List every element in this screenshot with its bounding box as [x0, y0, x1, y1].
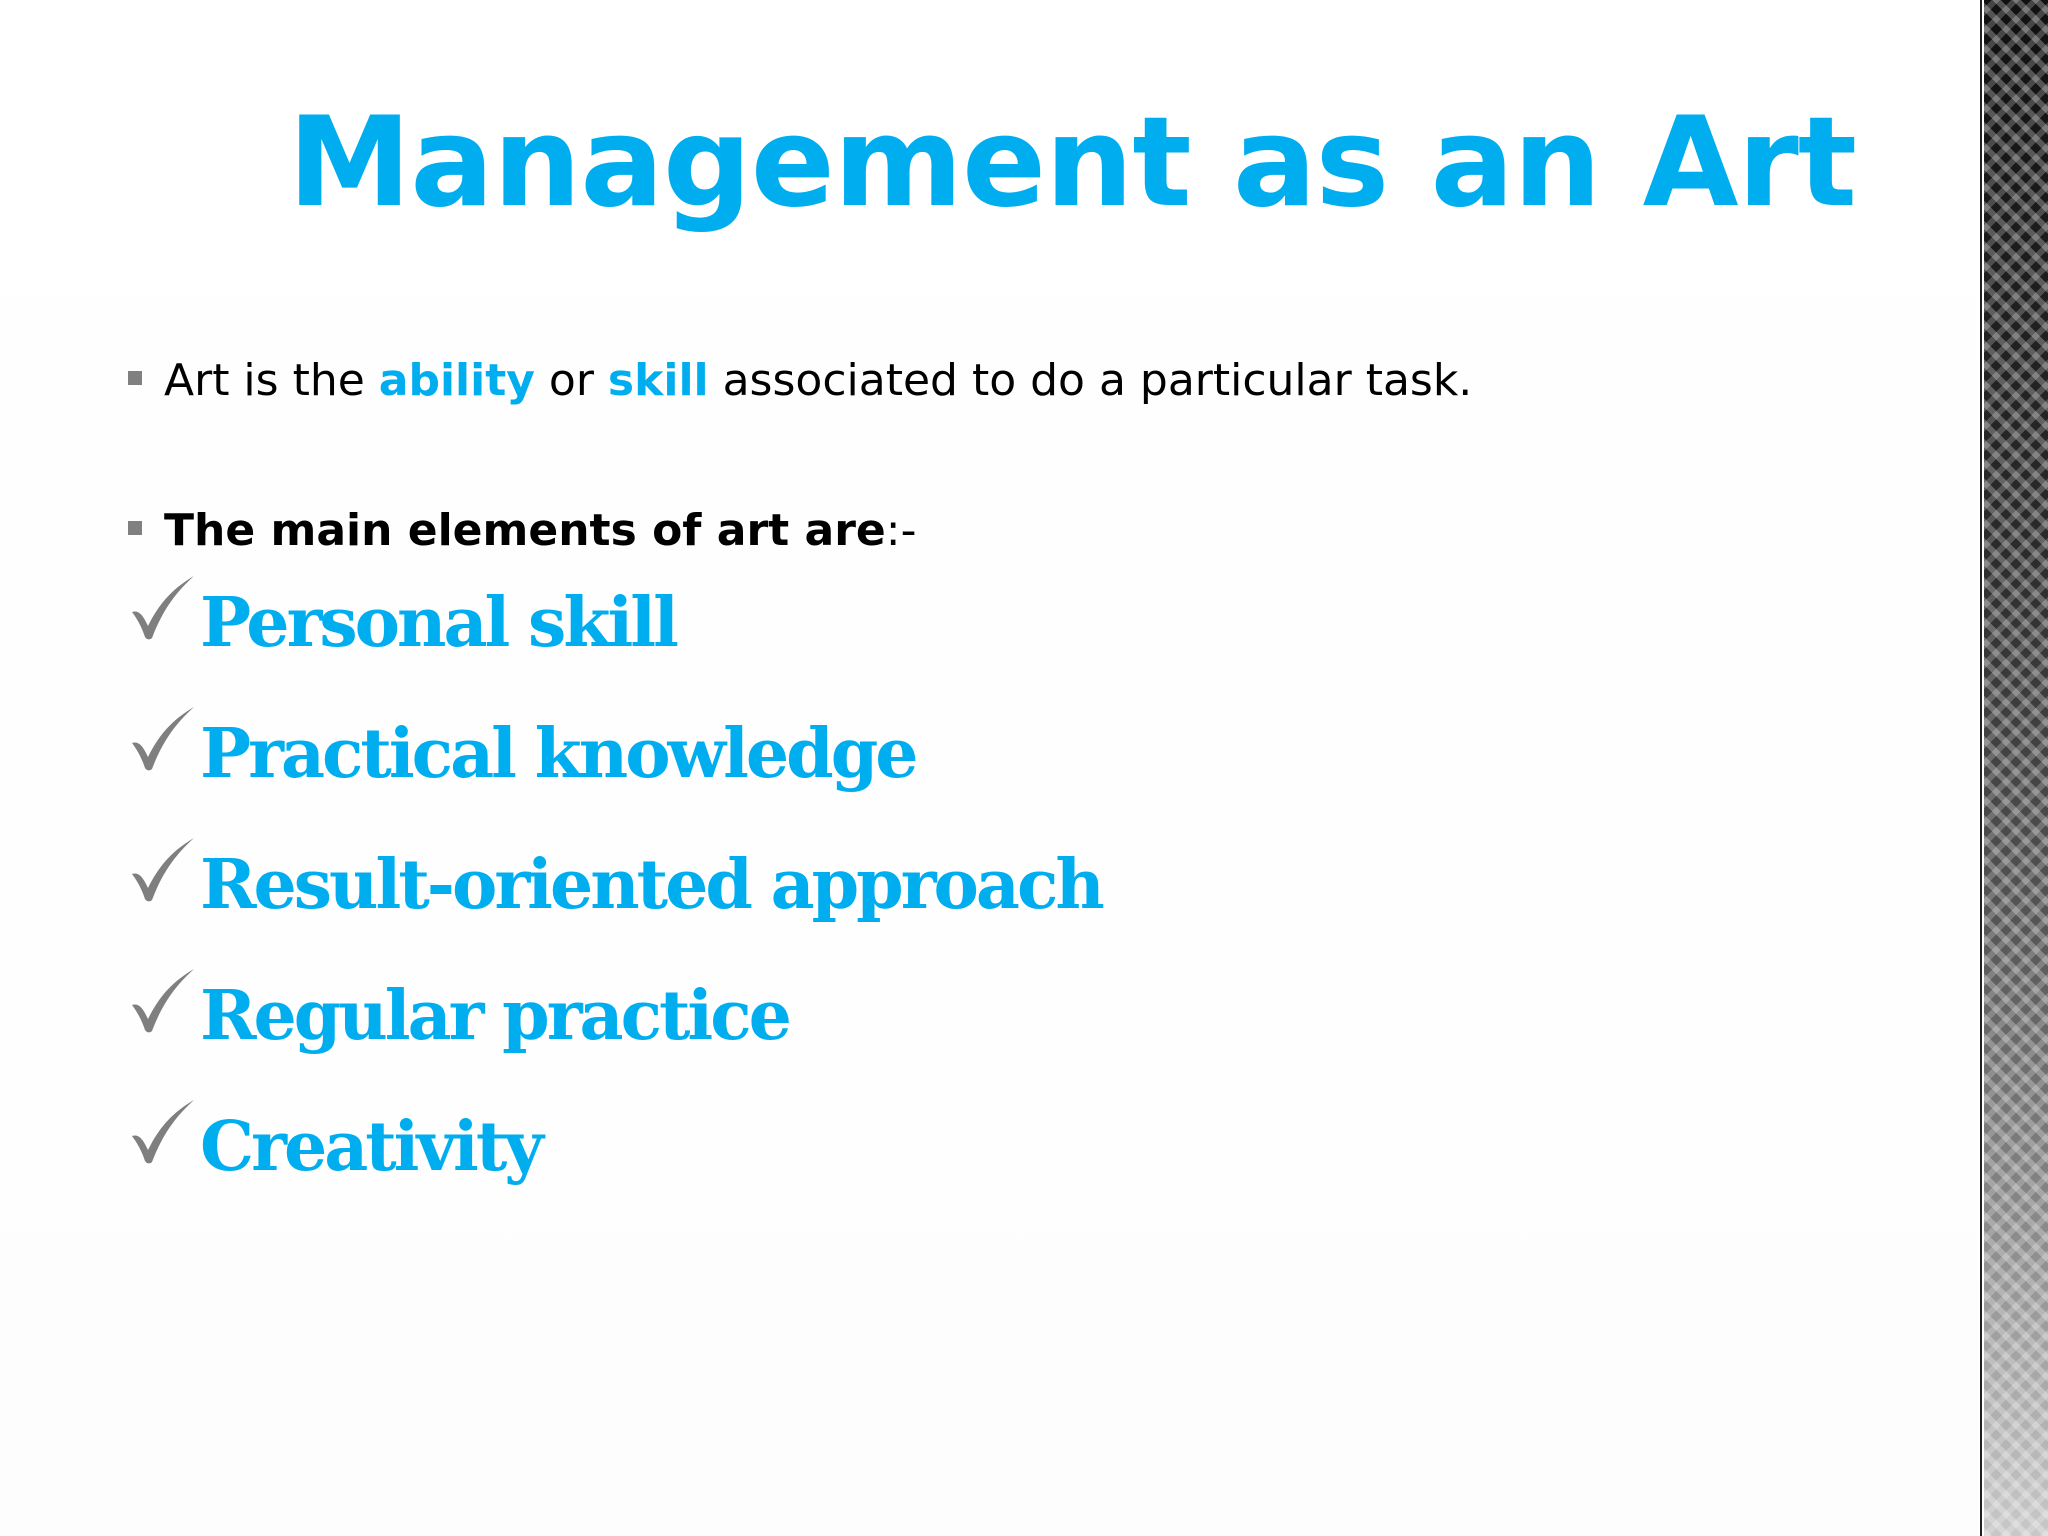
- checkmark-icon: [128, 1096, 200, 1168]
- elements-heading: The main elements of art are: [164, 504, 886, 556]
- bullet-text: [164, 505, 916, 556]
- bullet-text: [164, 355, 1472, 406]
- bullet-text-part: associated to do a particular task.: [708, 354, 1473, 406]
- checkmark-icon: [128, 834, 200, 906]
- element-label: Practical knowledge: [200, 714, 916, 794]
- checkmark-icon: [128, 572, 200, 644]
- bullet-text-part: Art is the: [164, 354, 379, 406]
- bullet-text-part: or: [534, 354, 608, 406]
- bullet-elements-heading: [128, 502, 916, 558]
- square-bullet-icon: [128, 371, 142, 385]
- bullet-text-part: :-: [885, 504, 917, 556]
- highlight-ability: ability: [378, 354, 535, 406]
- slide-title: Management as an Art: [287, 91, 1856, 235]
- element-label: Creativity: [200, 1107, 541, 1187]
- element-label: Regular practice: [200, 976, 789, 1056]
- checkmark-icon: [128, 703, 200, 775]
- element-label: Result-oriented approach: [200, 845, 1102, 925]
- bullet-definition: [128, 352, 1472, 408]
- decorative-side-pattern: [1984, 0, 2048, 1536]
- checkmark-icon: [128, 965, 200, 1037]
- element-label: Personal skill: [200, 583, 676, 663]
- square-bullet-icon: [128, 521, 142, 535]
- highlight-skill: skill: [607, 354, 709, 406]
